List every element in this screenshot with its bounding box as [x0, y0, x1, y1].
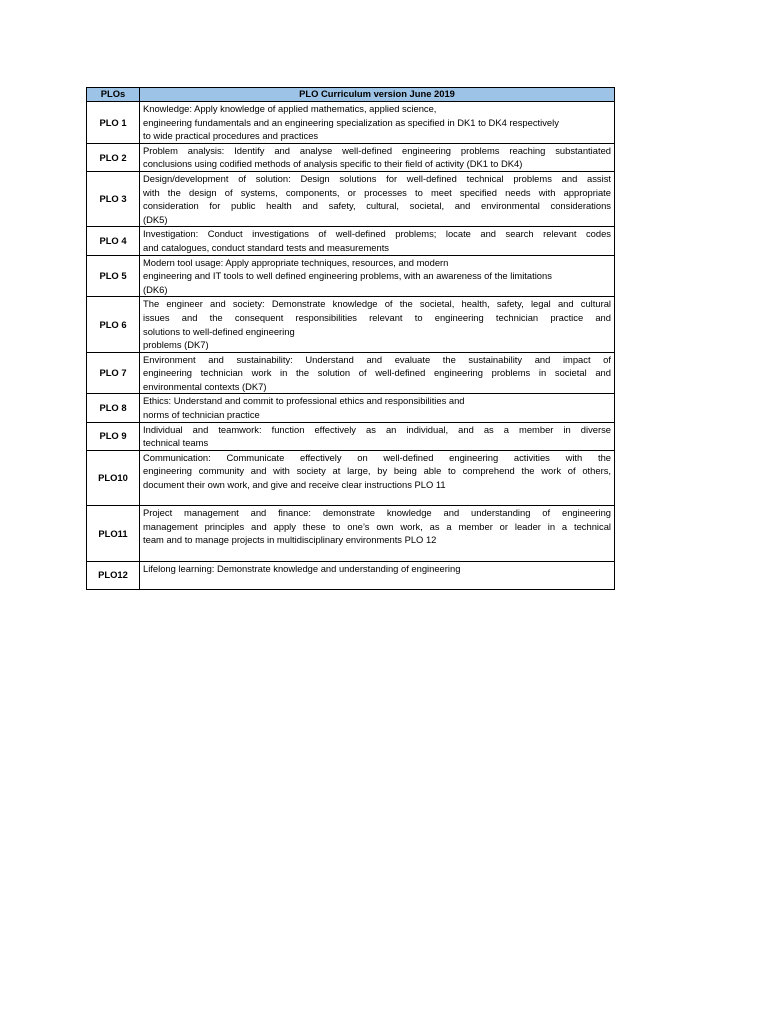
description-line: Design/development of solution: Design solutions for well-defined technical problems and assist: [143, 172, 611, 184]
plo-description-cell: [140, 450, 615, 505]
column-header-curriculum: PLO Curriculum version June 2019: [140, 88, 615, 102]
description-line: Investigation: Conduct investigations of well-defined problems; locate and search relevant codes: [143, 228, 611, 240]
plo-id-cell: PLO 1: [87, 102, 140, 144]
plo-description-cell: [140, 171, 615, 226]
description-line: environmental contexts (DK7): [143, 380, 267, 392]
table-row: [87, 422, 615, 450]
table-body: [87, 102, 615, 590]
plo-table: [86, 87, 615, 590]
description-line: Knowledge: Apply knowledge of applied mathematics, applied science,: [143, 103, 437, 114]
description-line: [143, 492, 611, 506]
description-line: engineering community and with society at large, by being able to comprehend the work of others,: [143, 465, 611, 477]
plo-description-cell: [140, 102, 615, 144]
table-row: [87, 561, 615, 589]
table-row: [87, 102, 615, 144]
plo-description-cell: [140, 561, 615, 589]
plo-id-cell: PLO11: [87, 506, 140, 561]
table-row: [87, 255, 615, 297]
description-line: engineering and IT tools to well defined engineering problems, with an awareness of the limitations: [143, 270, 552, 282]
description-line: (DK6): [143, 283, 168, 295]
description-line: norms of technician practice: [143, 409, 260, 421]
table-row: [87, 143, 615, 171]
description-line: (DK5): [143, 213, 168, 225]
plo-id-cell: PLO 3: [87, 171, 140, 226]
plo-description-cell: [140, 352, 615, 394]
description-line: management principles and apply these to one’s own work, as a member or leader in a technical: [143, 520, 611, 532]
description-line: The engineer and society: Demonstrate knowledge of the societal, health, safety, legal and cultural: [143, 298, 611, 310]
table-row: [87, 352, 615, 394]
plo-id-cell: PLO 5: [87, 255, 140, 297]
description-line: with the design of systems, components, or processes to meet specified needs with appropriate: [143, 186, 611, 198]
description-line: technical teams: [143, 437, 209, 449]
description-line: consideration for public health and safety, cultural, societal, and environmental considerations: [143, 200, 611, 212]
table-row: [87, 394, 615, 422]
description-line: Ethics: Understand and commit to professional ethics and responsibilities and: [143, 395, 465, 407]
table-row: [87, 227, 615, 255]
description-line: team and to manage projects in multidisciplinary environments PLO 12: [143, 534, 437, 546]
description-line: Lifelong learning: Demonstrate knowledge and understanding of engineering: [143, 562, 461, 574]
description-line: to wide practical procedures and practices: [143, 130, 319, 142]
plo-description-cell: [140, 422, 615, 450]
table-row: [87, 171, 615, 226]
description-line: problems (DK7): [143, 339, 209, 351]
plo-id-cell: PLO 6: [87, 297, 140, 352]
description-line: conclusions using codified methods of analysis specific to their field of activity (DK1 to DK4): [143, 158, 523, 170]
plo-description-cell: [140, 227, 615, 255]
plo-description-cell: [140, 255, 615, 297]
description-line: document their own work, and give and receive clear instructions PLO 11: [143, 479, 446, 491]
description-line: Communication: Communicate effectively on well-defined engineering activities with the: [143, 451, 611, 463]
description-line: Individual and teamwork: function effectively as an individual, and as a member in diverse: [143, 423, 611, 435]
description-line: Project management and finance: demonstrate knowledge and understanding of engineering: [143, 507, 611, 519]
description-line: [143, 547, 611, 561]
column-header-plos: PLOs: [87, 88, 140, 102]
description-line: Problem analysis: Identify and analyse well-defined engineering problems reaching substantiated: [143, 144, 611, 156]
description-line: Modern tool usage: Apply appropriate techniques, resources, and modern: [143, 256, 449, 268]
plo-id-cell: PLO 7: [87, 352, 140, 394]
table-header-row: [87, 88, 615, 102]
plo-description-cell: [140, 394, 615, 422]
description-line: [143, 575, 611, 589]
description-line: solutions to well-defined engineering: [143, 325, 295, 337]
description-line: and catalogues, conduct standard tests and measurements: [143, 241, 389, 253]
plo-description-cell: [140, 297, 615, 352]
table-row: [87, 506, 615, 561]
plo-id-cell: PLO12: [87, 561, 140, 589]
plo-id-cell: PLO 2: [87, 143, 140, 171]
plo-id-cell: PLO10: [87, 450, 140, 505]
description-line: engineering fundamentals and an engineering specialization as specified in DK1 to DK4 respectively: [143, 116, 559, 128]
description-line: issues and the consequent responsibilities relevant to engineering technician practice and: [143, 311, 611, 323]
plo-id-cell: PLO 9: [87, 422, 140, 450]
plo-id-cell: PLO 4: [87, 227, 140, 255]
table-row: [87, 297, 615, 352]
description-line: Environment and sustainability: Understand and evaluate the sustainability and impact of: [143, 353, 611, 365]
plo-description-cell: [140, 506, 615, 561]
description-line: engineering technician work in the solution of well-defined engineering problems in societal and: [143, 367, 611, 379]
plo-id-cell: PLO 8: [87, 394, 140, 422]
table-row: [87, 450, 615, 505]
plo-description-cell: [140, 143, 615, 171]
